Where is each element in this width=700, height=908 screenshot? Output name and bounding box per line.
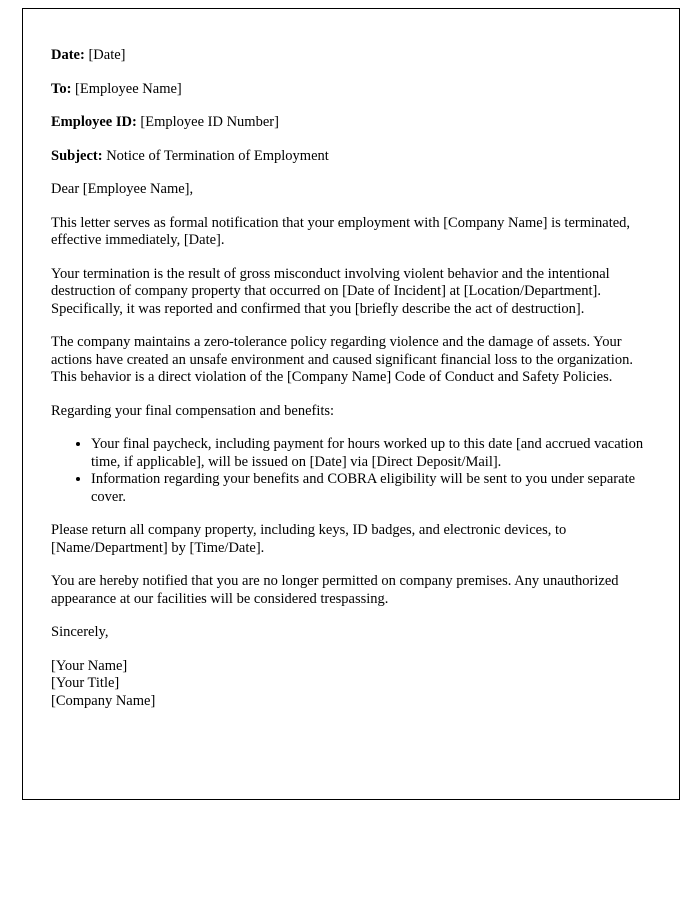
field-subject <box>51 148 651 166</box>
closing: Sincerely, <box>51 624 109 640</box>
field-subject-label: Subject: <box>51 147 103 164</box>
field-to-value: [Employee Name] <box>75 80 182 97</box>
paragraph-termination-reason: Your termination is the result of gross misconduct involving violent behavior and the intentional destruction of company property that occurred on [Date of Incident] at [Location/Department]. Specifically, it was reported and confirmed that you [briefly describe the act of destruction]. <box>51 265 610 317</box>
compensation-bullet-list <box>51 436 651 506</box>
salutation: Dear [Employee Name], <box>51 181 194 197</box>
field-to <box>51 81 651 99</box>
paragraph-return-property: Please return all company property, including keys, ID badges, and electronic devices, to [Name/Department] by [Time/Date]. <box>51 522 567 556</box>
paragraph-notification: This letter serves as formal notification that your employment with [Company Name] is terminated, effective immediately, [Date]. <box>51 214 631 248</box>
signature-title: [Your Title] <box>51 675 120 691</box>
bullet-benefits-cobra: • Information regarding your benefits and COBRA eligibility will be sent to you under separate cover. <box>91 471 651 506</box>
field-subject-value: Notice of Termination of Employment <box>106 147 329 164</box>
signature-name: [Your Name] <box>51 657 128 674</box>
paragraph-trespassing: You are hereby notified that you are no longer permitted on company premises. Any unauthorized appearance at our facilities will be considered trespassing. <box>51 573 619 607</box>
field-employee-id <box>51 114 651 132</box>
paragraph-compensation-intro: Regarding your final compensation and benefits: <box>51 402 335 419</box>
paragraph-policy: The company maintains a zero-tolerance policy regarding violence and the damage of assets. Your actions have created an unsafe environment and caused significant financial loss to the organization. This behavior is a direct violation of the [Company Name] Code of Conduct and Safety Policies. <box>51 334 633 385</box>
termination-letter-document <box>22 8 680 800</box>
signature-block <box>51 658 651 711</box>
bullet-final-paycheck: • Your final paycheck, including payment for hours worked up to this date [and accrued vacation time, if applicable], will be issued on [Date] via [Direct Deposit/Mail]. <box>91 436 651 471</box>
signature-company: [Company Name] <box>51 692 156 709</box>
field-to-label: To: <box>51 80 72 97</box>
field-date-value: [Date] <box>88 47 126 63</box>
field-employee-id-label: Employee ID: <box>51 114 137 130</box>
field-employee-id-value: [Employee ID Number] <box>140 114 279 130</box>
field-date <box>51 47 651 65</box>
field-date-label: Date: <box>51 47 85 63</box>
